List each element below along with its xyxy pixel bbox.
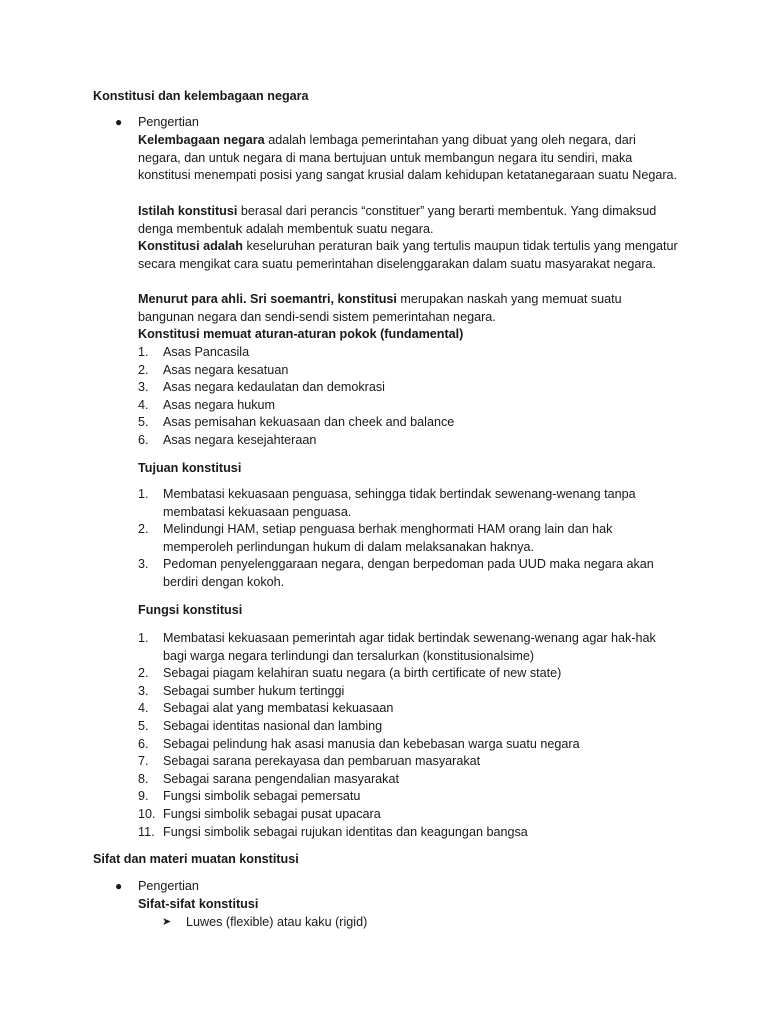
bullet-label-pengertian: Pengertian [138,115,199,129]
paragraph-kelembagaan [138,132,678,185]
list-number: 5. [138,415,149,430]
list-item [138,700,678,718]
list-text: Pedoman penyelenggaraan negara, dengan berpedoman pada UUD maka negara akan berdiri dengan kokoh. [163,557,654,589]
list-item [138,630,678,665]
list-number: 10. [138,806,156,821]
list-text: Fungsi simbolik sebagai pemersatu [163,789,361,804]
list-number: 6. [138,432,149,447]
list-item [138,683,678,701]
list-number: 1. [138,487,149,501]
definition-kelembagaan: adalah lembaga pemerintahan yang dibuat yang oleh negara, dari negara, dan untuk negara di mana bertujuan untuk membangun negara itu sendiri, maka konstitusi menempati posisi yang sangat krusial dalam kehidupan ketatanegaraan suatu Negara. [138,133,678,183]
list-number: 2. [138,362,149,377]
definition-menurut-ahli: merupakan naskah yang memuat suatu bangunan negara dan sendi-sendi sistem pemerintahan negara. [138,292,622,324]
definition-istilah: berasal dari perancis “constituer” yang berarti membentuk. Yang dimaksud denga membentuk adalah membentuk suatu negara. [138,204,657,236]
list-number: 3. [138,683,149,698]
term-kelembagaan: Kelembagaan negara [138,133,265,147]
list-number: 1. [138,631,149,645]
list-text: Melindungi HAM, setiap penguasa berhak menghormati HAM orang lain dan hak memperoleh perlindungan hukum di dalam melaksanakan haknya. [163,522,613,554]
term-istilah: Istilah konstitusi [138,204,238,218]
list-number: 9. [138,789,149,804]
heading-muatan: Konstitusi memuat aturan-aturan pokok (fundamental) [138,327,464,341]
list-text: Sebagai sarana pengendalian masyarakat [163,771,399,786]
list-item [138,362,678,380]
list-text: Sebagai pelindung hak asasi manusia dan kebebasan warga suatu negara [163,736,580,751]
list-item [138,824,678,842]
list-text: Sebagai sumber hukum tertinggi [163,683,345,698]
list-number: 1. [138,345,149,359]
list-number: 3. [138,380,149,395]
list-item [138,432,678,450]
section-title-sifat: Sifat dan materi muatan konstitusi [93,852,299,866]
list-item [138,771,678,789]
term-menurut-ahli: Menurut para ahli. Sri soemantri, konstitusi [138,292,397,306]
list-item [138,665,678,683]
list-text: Sebagai identitas nasional dan lambing [163,718,383,733]
list-text: Membatasi kekuasaan penguasa, sehingga tidak bertindak sewenang-wenang tanpa membatasi kekuasaan penguasa. [163,487,636,519]
list-item [138,753,678,771]
list-number: 4. [138,701,149,716]
heading-tujuan: Tujuan konstitusi [138,461,242,475]
paragraph-istilah [138,203,678,238]
list-item [138,486,678,521]
list-text: Fungsi simbolik sebagai rujukan identitas dan keagungan bangsa [163,824,528,839]
list-number: 7. [138,754,149,769]
list-fungsi [138,630,678,841]
list-item [138,521,678,556]
list-text: Asas pemisahan kekuasaan dan cheek and balance [163,415,455,430]
list-number: 5. [138,718,149,733]
heading-fungsi: Fungsi konstitusi [138,603,243,617]
bullet-dot-icon: ● [115,115,123,129]
heading-sifat: Sifat-sifat konstitusi [138,897,259,911]
list-text: Sebagai alat yang membatasi kekuasaan [163,701,394,716]
list-number: 11. [138,824,155,839]
list-text: Sebagai piagam kelahiran suatu negara (a birth certificate of new state) [163,666,562,681]
list-item [138,344,678,362]
list-number: 2. [138,522,149,537]
arrow-right-icon: ➤ [162,916,172,928]
list-number: 3. [138,557,149,572]
list-text: Fungsi simbolik sebagai pusat upacara [163,806,381,821]
definition-konstitusi-adalah: keseluruhan peraturan baik yang tertulis maupun tidak tertulis yang mengatur secara mengikat cara suatu pemerintahan diselenggarakan dalam suatu masyarakat negara. [138,239,678,271]
list-text: Membatasi kekuasaan pemerintah agar tidak bertindak sewenang-wenang agar hak-hak bagi warga negara terlindungi dan tersalurkan (konstitusionalsime) [163,631,656,663]
list-number: 8. [138,771,149,786]
list-item [138,718,678,736]
section-title-konstitusi: Konstitusi dan kelembagaan negara [93,89,309,103]
list-item [138,556,678,591]
list-item [138,806,678,824]
term-konstitusi-adalah: Konstitusi adalah [138,239,243,253]
list-text: Asas negara kesejahteraan [163,432,317,447]
paragraph-menurut-ahli [138,291,678,326]
list-muatan [138,344,678,450]
list-number: 6. [138,736,149,751]
list-text: Asas Pancasila [163,345,250,359]
list-text: Sebagai sarana perekayasa dan pembaruan masyarakat [163,754,481,769]
list-item [138,397,678,415]
list-item [138,788,678,806]
list-number: 2. [138,666,149,681]
list-item [138,736,678,754]
list-item [138,379,678,397]
list-number: 4. [138,397,149,412]
arrow-item-text: Luwes (flexible) atau kaku (rigid) [186,915,368,929]
paragraph-konstitusi-adalah [138,238,678,273]
list-text: Asas negara hukum [163,397,276,412]
list-item [138,414,678,432]
bullet-label-pengertian-2: Pengertian [138,879,199,893]
list-tujuan [138,486,678,592]
list-text: Asas negara kedaulatan dan demokrasi [163,380,385,395]
list-text: Asas negara kesatuan [163,362,289,377]
bullet-dot-icon: ● [115,879,123,893]
